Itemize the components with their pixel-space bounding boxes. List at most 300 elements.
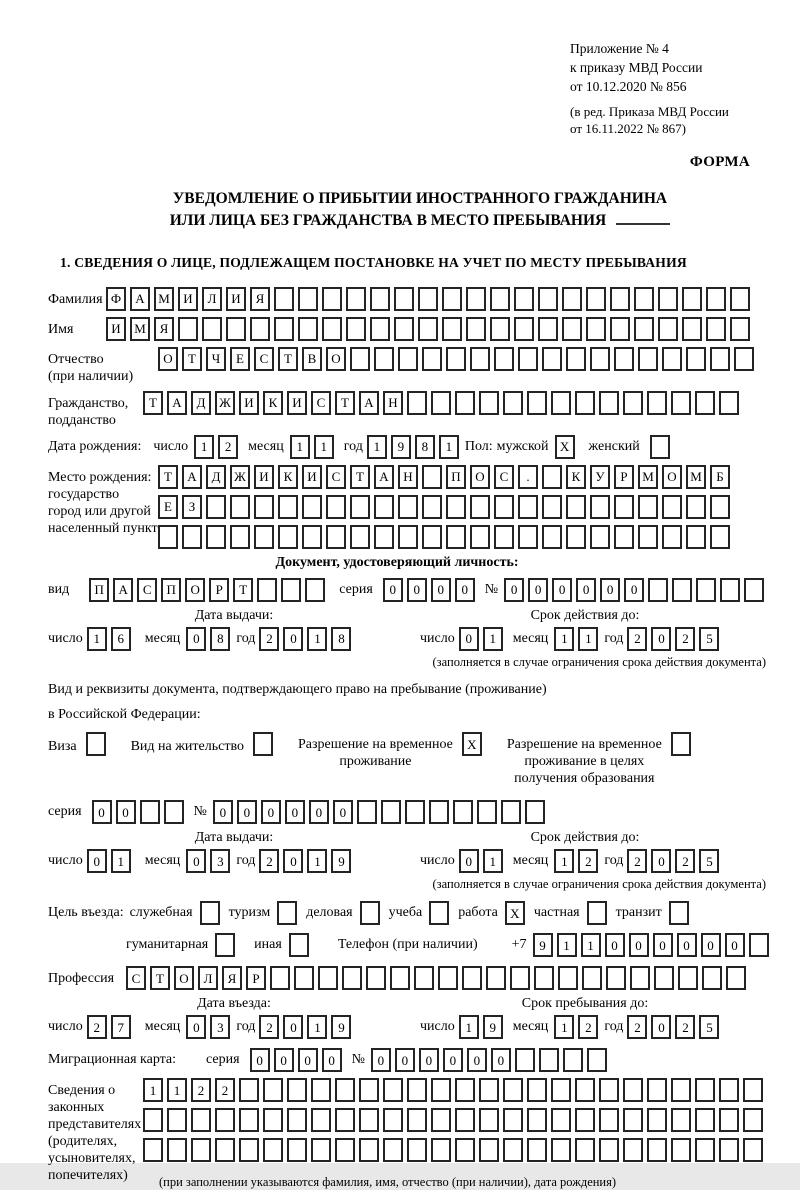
form-cell[interactable] bbox=[294, 966, 314, 990]
form-cell[interactable] bbox=[407, 1108, 427, 1132]
form-cell[interactable] bbox=[539, 1048, 559, 1072]
form-cell[interactable]: 0 bbox=[725, 933, 745, 957]
form-cell[interactable]: О bbox=[470, 465, 490, 489]
form-cell[interactable] bbox=[669, 901, 689, 925]
form-cell[interactable]: 6 bbox=[111, 627, 131, 651]
form-cell[interactable] bbox=[587, 1048, 607, 1072]
form-cell[interactable] bbox=[381, 800, 401, 824]
form-cell[interactable] bbox=[749, 933, 769, 957]
form-cell[interactable] bbox=[167, 1108, 187, 1132]
form-cell[interactable] bbox=[551, 391, 571, 415]
residence-expiry-month-input[interactable] bbox=[554, 849, 598, 873]
form-cell[interactable] bbox=[390, 966, 410, 990]
form-cell[interactable] bbox=[623, 391, 643, 415]
form-cell[interactable] bbox=[442, 287, 462, 311]
form-cell[interactable] bbox=[638, 525, 658, 549]
form-cell[interactable] bbox=[662, 495, 682, 519]
form-cell[interactable]: 2 bbox=[627, 849, 647, 873]
residence-series-input[interactable] bbox=[92, 800, 184, 824]
form-cell[interactable] bbox=[346, 317, 366, 341]
form-cell[interactable]: 9 bbox=[331, 1015, 351, 1039]
form-cell[interactable]: А bbox=[130, 287, 150, 311]
form-cell[interactable] bbox=[311, 1108, 331, 1132]
form-cell[interactable]: Ф bbox=[106, 287, 126, 311]
form-cell[interactable] bbox=[466, 287, 486, 311]
form-cell[interactable] bbox=[383, 1138, 403, 1162]
form-cell[interactable] bbox=[566, 347, 586, 371]
form-cell[interactable]: А bbox=[182, 465, 202, 489]
form-cell[interactable] bbox=[719, 1078, 739, 1102]
form-cell[interactable] bbox=[167, 1138, 187, 1162]
form-cell[interactable] bbox=[357, 800, 377, 824]
form-cell[interactable] bbox=[671, 732, 691, 756]
form-cell[interactable]: 2 bbox=[218, 435, 238, 459]
form-cell[interactable]: С bbox=[494, 465, 514, 489]
form-cell[interactable]: 0 bbox=[701, 933, 721, 957]
form-cell[interactable] bbox=[671, 1108, 691, 1132]
stay-year-input[interactable] bbox=[627, 1015, 719, 1039]
form-cell[interactable]: 1 bbox=[439, 435, 459, 459]
temp-permit-checkbox[interactable] bbox=[462, 732, 482, 756]
form-cell[interactable] bbox=[686, 347, 706, 371]
form-cell[interactable] bbox=[719, 1138, 739, 1162]
residence-number-input[interactable] bbox=[213, 800, 545, 824]
form-cell[interactable] bbox=[518, 347, 538, 371]
form-cell[interactable] bbox=[239, 1108, 259, 1132]
form-cell[interactable] bbox=[630, 966, 650, 990]
form-cell[interactable]: X bbox=[505, 901, 525, 925]
form-cell[interactable]: 0 bbox=[283, 849, 303, 873]
form-cell[interactable] bbox=[302, 525, 322, 549]
form-cell[interactable] bbox=[431, 1108, 451, 1132]
form-cell[interactable] bbox=[215, 1108, 235, 1132]
form-cell[interactable]: 1 bbox=[307, 627, 327, 651]
form-cell[interactable] bbox=[407, 1138, 427, 1162]
form-cell[interactable]: 2 bbox=[578, 1015, 598, 1039]
form-cell[interactable]: М bbox=[638, 465, 658, 489]
identity-expiry-year-input[interactable] bbox=[627, 627, 719, 651]
surname-input[interactable] bbox=[106, 287, 750, 311]
form-cell[interactable] bbox=[479, 1108, 499, 1132]
form-cell[interactable]: 1 bbox=[578, 627, 598, 651]
form-cell[interactable]: 0 bbox=[552, 578, 572, 602]
form-cell[interactable]: П bbox=[161, 578, 181, 602]
form-cell[interactable] bbox=[191, 1138, 211, 1162]
form-cell[interactable]: Р bbox=[246, 966, 266, 990]
purpose-private-checkbox[interactable] bbox=[587, 901, 607, 925]
form-cell[interactable]: 0 bbox=[186, 627, 206, 651]
form-cell[interactable]: 1 bbox=[143, 1078, 163, 1102]
patronymic-input[interactable] bbox=[158, 347, 754, 371]
form-cell[interactable] bbox=[695, 391, 715, 415]
form-cell[interactable] bbox=[191, 1108, 211, 1132]
migration-card-number-input[interactable] bbox=[371, 1048, 607, 1072]
form-cell[interactable] bbox=[453, 800, 473, 824]
form-cell[interactable]: 0 bbox=[87, 849, 107, 873]
form-cell[interactable] bbox=[405, 800, 425, 824]
form-cell[interactable]: 0 bbox=[285, 800, 305, 824]
form-cell[interactable] bbox=[730, 287, 750, 311]
form-cell[interactable] bbox=[726, 966, 746, 990]
form-cell[interactable] bbox=[503, 1078, 523, 1102]
form-cell[interactable]: Р bbox=[209, 578, 229, 602]
form-cell[interactable] bbox=[202, 317, 222, 341]
identity-issue-month-input[interactable] bbox=[186, 627, 230, 651]
entry-day-input[interactable] bbox=[87, 1015, 131, 1039]
form-cell[interactable]: А bbox=[374, 465, 394, 489]
form-cell[interactable]: Н bbox=[398, 465, 418, 489]
form-cell[interactable]: 0 bbox=[283, 1015, 303, 1039]
form-cell[interactable]: Т bbox=[335, 391, 355, 415]
form-cell[interactable] bbox=[422, 495, 442, 519]
form-cell[interactable] bbox=[398, 495, 418, 519]
birth-year-input[interactable] bbox=[367, 435, 459, 459]
form-cell[interactable]: С bbox=[137, 578, 157, 602]
citizenship-input[interactable] bbox=[143, 391, 739, 415]
form-cell[interactable] bbox=[558, 966, 578, 990]
form-cell[interactable]: 0 bbox=[407, 578, 427, 602]
form-cell[interactable] bbox=[575, 391, 595, 415]
form-cell[interactable] bbox=[599, 1138, 619, 1162]
form-cell[interactable]: С bbox=[311, 391, 331, 415]
form-cell[interactable] bbox=[178, 317, 198, 341]
form-cell[interactable]: 1 bbox=[554, 849, 574, 873]
form-cell[interactable] bbox=[470, 495, 490, 519]
doc-series-input[interactable] bbox=[383, 578, 475, 602]
form-cell[interactable]: 2 bbox=[259, 1015, 279, 1039]
birth-place-input-row1[interactable] bbox=[158, 465, 730, 489]
form-cell[interactable]: Т bbox=[233, 578, 253, 602]
doc-kind-input[interactable] bbox=[89, 578, 325, 602]
form-cell[interactable]: 2 bbox=[675, 849, 695, 873]
form-cell[interactable]: 0 bbox=[624, 578, 644, 602]
form-cell[interactable]: 8 bbox=[331, 627, 351, 651]
form-cell[interactable]: 1 bbox=[307, 1015, 327, 1039]
form-cell[interactable] bbox=[671, 1078, 691, 1102]
form-cell[interactable] bbox=[610, 317, 630, 341]
form-cell[interactable] bbox=[226, 317, 246, 341]
form-cell[interactable] bbox=[278, 525, 298, 549]
form-cell[interactable]: Л bbox=[198, 966, 218, 990]
form-cell[interactable]: М bbox=[686, 465, 706, 489]
form-cell[interactable] bbox=[719, 391, 739, 415]
form-cell[interactable] bbox=[318, 966, 338, 990]
identity-expiry-month-input[interactable] bbox=[554, 627, 598, 651]
form-cell[interactable] bbox=[734, 347, 754, 371]
form-cell[interactable] bbox=[263, 1078, 283, 1102]
form-cell[interactable] bbox=[743, 1108, 763, 1132]
form-cell[interactable]: 2 bbox=[259, 849, 279, 873]
form-cell[interactable] bbox=[305, 578, 325, 602]
form-cell[interactable] bbox=[525, 800, 545, 824]
form-cell[interactable] bbox=[686, 495, 706, 519]
form-cell[interactable] bbox=[143, 1138, 163, 1162]
form-cell[interactable]: Я bbox=[154, 317, 174, 341]
form-cell[interactable]: 0 bbox=[455, 578, 475, 602]
form-cell[interactable] bbox=[695, 1108, 715, 1132]
form-cell[interactable]: 1 bbox=[483, 849, 503, 873]
form-cell[interactable] bbox=[359, 1078, 379, 1102]
residence-permit-checkbox[interactable] bbox=[253, 732, 273, 756]
form-cell[interactable]: А bbox=[113, 578, 133, 602]
entry-year-input[interactable] bbox=[259, 1015, 351, 1039]
form-cell[interactable]: Ч bbox=[206, 347, 226, 371]
form-cell[interactable] bbox=[250, 317, 270, 341]
form-cell[interactable] bbox=[322, 287, 342, 311]
form-cell[interactable]: П bbox=[89, 578, 109, 602]
form-cell[interactable]: Т bbox=[350, 465, 370, 489]
stay-day-input[interactable] bbox=[459, 1015, 503, 1039]
form-cell[interactable] bbox=[542, 347, 562, 371]
form-cell[interactable]: А bbox=[167, 391, 187, 415]
form-cell[interactable]: 5 bbox=[699, 627, 719, 651]
form-cell[interactable] bbox=[514, 287, 534, 311]
form-cell[interactable] bbox=[542, 465, 562, 489]
form-cell[interactable]: Я bbox=[222, 966, 242, 990]
form-cell[interactable] bbox=[477, 800, 497, 824]
form-cell[interactable] bbox=[590, 525, 610, 549]
form-cell[interactable]: 0 bbox=[186, 1015, 206, 1039]
form-cell[interactable] bbox=[479, 1078, 499, 1102]
form-cell[interactable]: Д bbox=[206, 465, 226, 489]
form-cell[interactable]: 0 bbox=[629, 933, 649, 957]
form-cell[interactable] bbox=[599, 391, 619, 415]
form-cell[interactable] bbox=[527, 391, 547, 415]
form-cell[interactable]: 1 bbox=[194, 435, 214, 459]
form-cell[interactable] bbox=[302, 495, 322, 519]
form-cell[interactable] bbox=[158, 525, 178, 549]
residence-expiry-year-input[interactable] bbox=[627, 849, 719, 873]
form-cell[interactable]: 2 bbox=[259, 627, 279, 651]
form-cell[interactable] bbox=[263, 1138, 283, 1162]
form-cell[interactable] bbox=[289, 933, 309, 957]
form-cell[interactable] bbox=[662, 347, 682, 371]
form-cell[interactable] bbox=[647, 1078, 667, 1102]
identity-issue-day-input[interactable] bbox=[87, 627, 131, 651]
form-cell[interactable]: О bbox=[158, 347, 178, 371]
stay-month-input[interactable] bbox=[554, 1015, 598, 1039]
form-cell[interactable] bbox=[431, 1078, 451, 1102]
visa-checkbox[interactable] bbox=[86, 732, 106, 756]
form-cell[interactable] bbox=[215, 933, 235, 957]
form-cell[interactable]: И bbox=[239, 391, 259, 415]
form-cell[interactable]: 0 bbox=[274, 1048, 294, 1072]
form-cell[interactable]: 0 bbox=[383, 578, 403, 602]
form-cell[interactable] bbox=[551, 1078, 571, 1102]
form-cell[interactable] bbox=[431, 1138, 451, 1162]
form-cell[interactable]: Т bbox=[278, 347, 298, 371]
form-cell[interactable]: 0 bbox=[213, 800, 233, 824]
form-cell[interactable]: С bbox=[254, 347, 274, 371]
form-cell[interactable]: 2 bbox=[675, 1015, 695, 1039]
form-cell[interactable] bbox=[383, 1108, 403, 1132]
form-cell[interactable] bbox=[230, 495, 250, 519]
form-cell[interactable]: 5 bbox=[699, 849, 719, 873]
form-cell[interactable] bbox=[672, 578, 692, 602]
form-cell[interactable]: 1 bbox=[111, 849, 131, 873]
form-cell[interactable] bbox=[335, 1078, 355, 1102]
form-cell[interactable] bbox=[743, 1138, 763, 1162]
form-cell[interactable]: С bbox=[126, 966, 146, 990]
form-cell[interactable]: 0 bbox=[459, 627, 479, 651]
form-cell[interactable] bbox=[515, 1048, 535, 1072]
form-cell[interactable] bbox=[494, 347, 514, 371]
form-cell[interactable] bbox=[322, 317, 342, 341]
form-cell[interactable]: X bbox=[555, 435, 575, 459]
form-cell[interactable] bbox=[442, 317, 462, 341]
form-cell[interactable] bbox=[422, 525, 442, 549]
form-cell[interactable]: К bbox=[263, 391, 283, 415]
form-cell[interactable]: 0 bbox=[250, 1048, 270, 1072]
form-cell[interactable] bbox=[407, 391, 427, 415]
form-cell[interactable] bbox=[164, 800, 184, 824]
form-cell[interactable] bbox=[599, 1078, 619, 1102]
form-cell[interactable] bbox=[562, 317, 582, 341]
form-cell[interactable]: А bbox=[359, 391, 379, 415]
form-cell[interactable] bbox=[466, 317, 486, 341]
form-cell[interactable] bbox=[575, 1108, 595, 1132]
form-cell[interactable] bbox=[606, 966, 626, 990]
form-cell[interactable] bbox=[587, 901, 607, 925]
form-cell[interactable] bbox=[429, 800, 449, 824]
form-cell[interactable] bbox=[270, 966, 290, 990]
form-cell[interactable] bbox=[398, 347, 418, 371]
form-cell[interactable] bbox=[490, 317, 510, 341]
form-cell[interactable] bbox=[586, 317, 606, 341]
form-cell[interactable] bbox=[346, 287, 366, 311]
form-cell[interactable]: Ж bbox=[230, 465, 250, 489]
form-cell[interactable] bbox=[287, 1078, 307, 1102]
form-cell[interactable] bbox=[274, 317, 294, 341]
form-cell[interactable]: 1 bbox=[554, 1015, 574, 1039]
form-cell[interactable]: Л bbox=[202, 287, 222, 311]
form-cell[interactable] bbox=[710, 347, 730, 371]
form-cell[interactable]: К bbox=[566, 465, 586, 489]
birth-place-input-row3[interactable] bbox=[158, 525, 730, 549]
form-cell[interactable] bbox=[140, 800, 160, 824]
form-cell[interactable] bbox=[215, 1138, 235, 1162]
form-cell[interactable] bbox=[239, 1078, 259, 1102]
form-cell[interactable] bbox=[510, 966, 530, 990]
form-cell[interactable]: Т bbox=[143, 391, 163, 415]
form-cell[interactable]: Д bbox=[191, 391, 211, 415]
form-cell[interactable] bbox=[658, 287, 678, 311]
form-cell[interactable] bbox=[744, 578, 764, 602]
form-cell[interactable] bbox=[335, 1108, 355, 1132]
form-cell[interactable] bbox=[254, 525, 274, 549]
form-cell[interactable]: 0 bbox=[600, 578, 620, 602]
form-cell[interactable] bbox=[614, 495, 634, 519]
form-cell[interactable]: 9 bbox=[533, 933, 553, 957]
form-cell[interactable] bbox=[470, 525, 490, 549]
form-cell[interactable] bbox=[263, 1108, 283, 1132]
form-cell[interactable]: Т bbox=[182, 347, 202, 371]
form-cell[interactable]: 9 bbox=[331, 849, 351, 873]
form-cell[interactable] bbox=[462, 966, 482, 990]
form-cell[interactable] bbox=[455, 1108, 475, 1132]
form-cell[interactable] bbox=[418, 287, 438, 311]
form-cell[interactable]: 1 bbox=[167, 1078, 187, 1102]
form-cell[interactable] bbox=[503, 1138, 523, 1162]
form-cell[interactable] bbox=[455, 391, 475, 415]
form-cell[interactable]: 0 bbox=[467, 1048, 487, 1072]
purpose-business-trip-checkbox[interactable] bbox=[200, 901, 220, 925]
form-cell[interactable] bbox=[582, 966, 602, 990]
representatives-input-row1[interactable] bbox=[143, 1078, 763, 1102]
form-cell[interactable] bbox=[706, 317, 726, 341]
form-cell[interactable]: 2 bbox=[675, 627, 695, 651]
form-cell[interactable]: 1 bbox=[554, 627, 574, 651]
form-cell[interactable]: И bbox=[178, 287, 198, 311]
purpose-humanitarian-checkbox[interactable] bbox=[215, 933, 235, 957]
form-cell[interactable]: 0 bbox=[605, 933, 625, 957]
form-cell[interactable]: 2 bbox=[627, 1015, 647, 1039]
form-cell[interactable] bbox=[686, 525, 706, 549]
form-cell[interactable] bbox=[710, 525, 730, 549]
form-cell[interactable]: Т bbox=[158, 465, 178, 489]
form-cell[interactable]: 0 bbox=[443, 1048, 463, 1072]
form-cell[interactable]: Е bbox=[158, 495, 178, 519]
form-cell[interactable] bbox=[614, 525, 634, 549]
form-cell[interactable] bbox=[422, 347, 442, 371]
form-cell[interactable] bbox=[254, 495, 274, 519]
form-cell[interactable]: 1 bbox=[459, 1015, 479, 1039]
form-cell[interactable]: О bbox=[326, 347, 346, 371]
form-cell[interactable] bbox=[366, 966, 386, 990]
form-cell[interactable] bbox=[696, 578, 716, 602]
form-cell[interactable] bbox=[494, 525, 514, 549]
form-cell[interactable] bbox=[143, 1108, 163, 1132]
form-cell[interactable] bbox=[518, 525, 538, 549]
form-cell[interactable]: 0 bbox=[651, 849, 671, 873]
form-cell[interactable] bbox=[370, 287, 390, 311]
form-cell[interactable]: 2 bbox=[87, 1015, 107, 1039]
form-cell[interactable]: 0 bbox=[186, 849, 206, 873]
form-cell[interactable] bbox=[623, 1138, 643, 1162]
form-cell[interactable]: 3 bbox=[210, 1015, 230, 1039]
purpose-tourism-checkbox[interactable] bbox=[277, 901, 297, 925]
form-cell[interactable]: О bbox=[662, 465, 682, 489]
form-cell[interactable] bbox=[455, 1078, 475, 1102]
form-cell[interactable]: 9 bbox=[391, 435, 411, 459]
form-cell[interactable] bbox=[671, 391, 691, 415]
form-cell[interactable] bbox=[298, 287, 318, 311]
doc-number-input[interactable] bbox=[504, 578, 764, 602]
form-cell[interactable]: 0 bbox=[92, 800, 112, 824]
form-cell[interactable] bbox=[501, 800, 521, 824]
form-cell[interactable] bbox=[326, 525, 346, 549]
form-cell[interactable] bbox=[575, 1138, 595, 1162]
form-cell[interactable] bbox=[274, 287, 294, 311]
purpose-transit-checkbox[interactable] bbox=[669, 901, 689, 925]
sex-female-checkbox[interactable] bbox=[650, 435, 670, 459]
form-cell[interactable] bbox=[490, 287, 510, 311]
birth-place-input-row2[interactable] bbox=[158, 495, 730, 519]
form-cell[interactable]: . bbox=[518, 465, 538, 489]
form-cell[interactable] bbox=[200, 901, 220, 925]
form-cell[interactable]: X bbox=[462, 732, 482, 756]
form-cell[interactable]: 0 bbox=[419, 1048, 439, 1072]
form-cell[interactable]: 0 bbox=[237, 800, 257, 824]
form-cell[interactable] bbox=[479, 391, 499, 415]
form-cell[interactable]: 8 bbox=[210, 627, 230, 651]
form-cell[interactable] bbox=[206, 495, 226, 519]
form-cell[interactable] bbox=[638, 347, 658, 371]
form-cell[interactable] bbox=[239, 1138, 259, 1162]
form-cell[interactable] bbox=[720, 578, 740, 602]
form-cell[interactable] bbox=[342, 966, 362, 990]
form-cell[interactable] bbox=[563, 1048, 583, 1072]
